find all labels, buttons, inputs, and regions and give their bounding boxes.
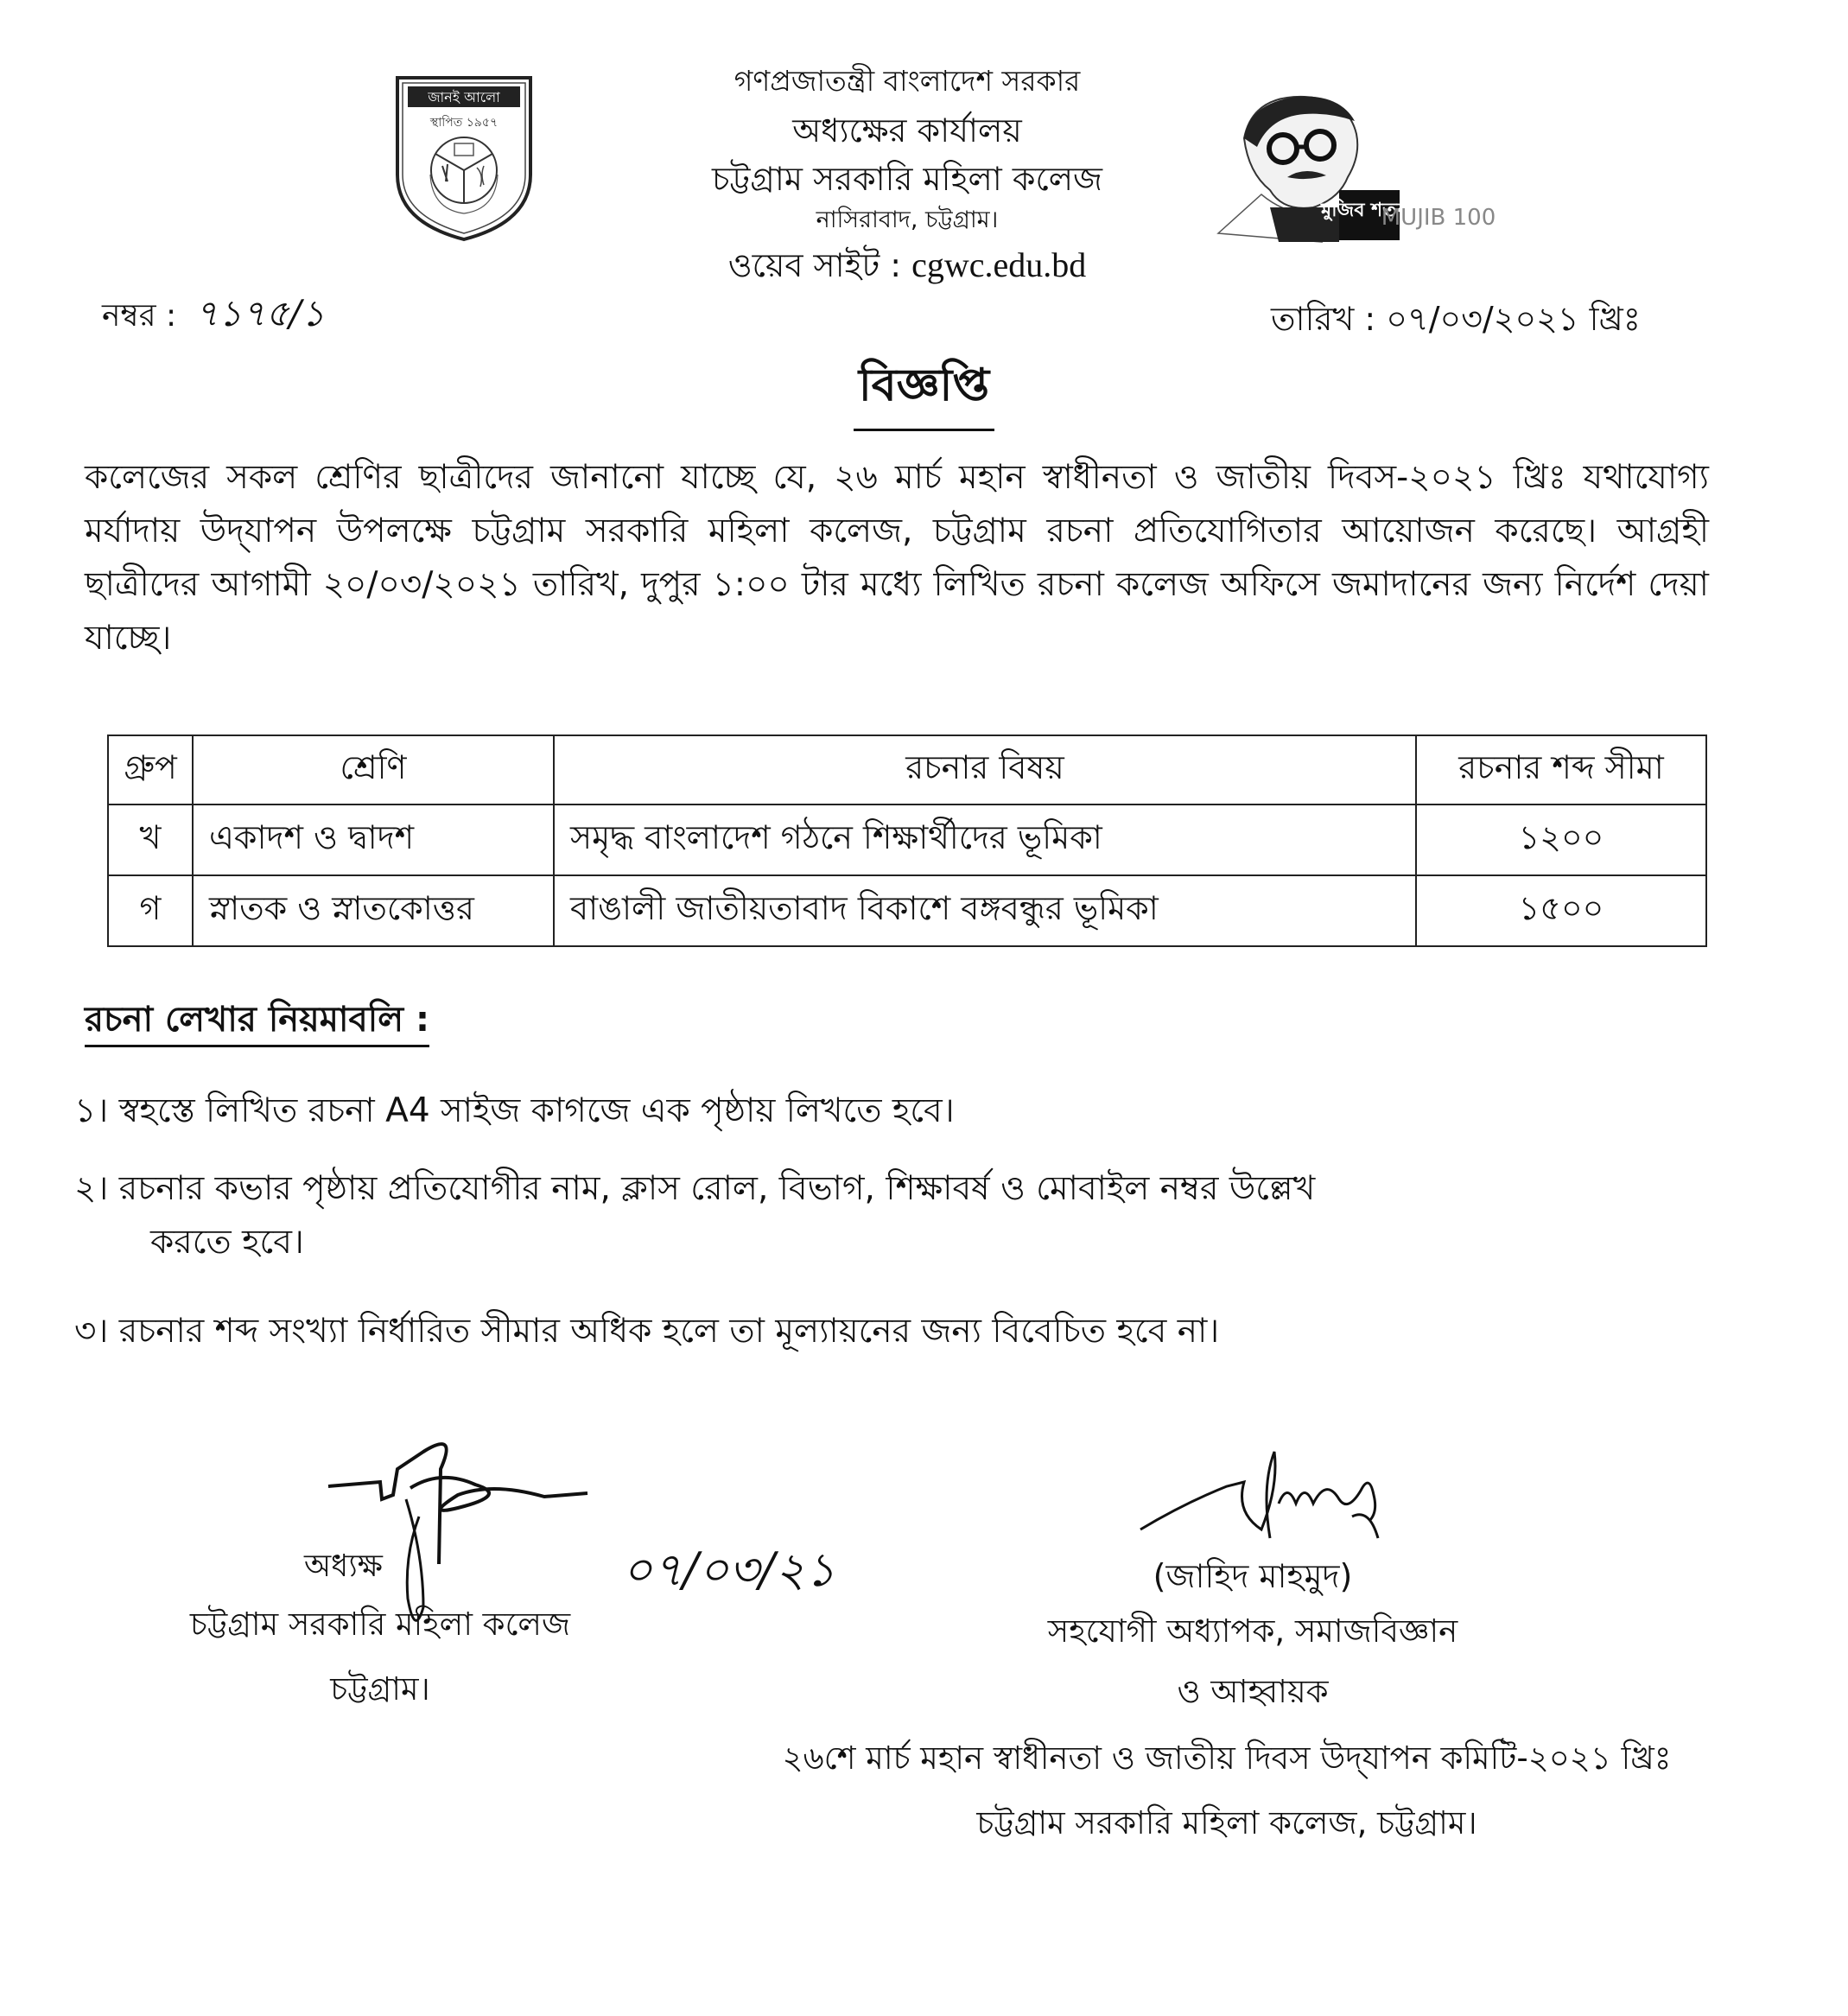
table-row bbox=[108, 875, 1706, 946]
rule-text: স্বহস্তে লিখিত রচনা A4 সাইজ কাগজে এক পৃষ্ঠায় লিখতে হবে। bbox=[118, 1091, 955, 1130]
reference-label: নম্বর : bbox=[102, 298, 177, 334]
rule-number: ১। bbox=[74, 1091, 109, 1130]
committee-name: ২৬শে মার্চ মহান স্বাধীনতা ও জাতীয় দিবস উদ্‌যাপন কমিটি-২০২১ খ্রিঃ bbox=[782, 1739, 1672, 1777]
reference-value: ৭১৭৫/১ bbox=[194, 292, 326, 334]
cell-class: স্নাতক ও স্নাতকোত্তর bbox=[193, 875, 554, 946]
principal-city: চট্টগ্রাম। bbox=[330, 1670, 430, 1708]
college-crest-logo bbox=[391, 71, 537, 244]
rule-item bbox=[74, 1305, 1629, 1358]
table-header-row bbox=[108, 735, 1706, 804]
signature-date: ০৭/০৩/২১ bbox=[622, 1542, 835, 1597]
col-header-word-limit: রচনার শব্দ সীমা bbox=[1416, 735, 1706, 804]
principal-organization: চট্টগ্রাম সরকারি মহিলা কলেজ bbox=[189, 1606, 571, 1643]
mujib-100-logo bbox=[1210, 86, 1496, 242]
cell-group: খ bbox=[108, 804, 193, 875]
rule-item bbox=[74, 1162, 1629, 1269]
mujib-logo-bn: মুজিব শতবর্ষ bbox=[1321, 200, 1418, 221]
institution-heading: চট্টগ্রাম সরকারি মহিলা কলেজ bbox=[711, 160, 1103, 198]
crest-motto: জানই আলো bbox=[428, 89, 500, 105]
col-header-group: গ্রুপ bbox=[108, 735, 193, 804]
rules-heading-wrap bbox=[85, 992, 429, 1050]
convener-position: সহযোগী অধ্যাপক, সমাজবিজ্ঞান bbox=[1047, 1612, 1458, 1650]
rule-text: রচনার শব্দ সংখ্যা নির্ধারিত সীমার অধিক হলে তা মূল্যায়নের জন্য বিবেচিত হবে না। bbox=[118, 1312, 1220, 1351]
notice-title-wrap bbox=[0, 350, 1848, 431]
website-line bbox=[605, 240, 1210, 296]
notice-body: কলেজের সকল শ্রেণির ছাত্রীদের জানানো যাচ্ছে যে, ২৬ মার্চ মহান স্বাধীনতা ও জাতীয় দিবস-২০২১ খ্রিঃ যথাযোগ্য মর্যাদায় উদ্‌যাপন উপলক্ষে চট্টগ্রাম সরকারি মহিলা কলেজ, চট্টগ্রাম রচনা প্রতিযোগিতার আয়োজন করেছে। আগ্রহী ছাত্রীদের আগামী ২০/০৩/২০২১ তারিখ, দুপুর ১:০০ টার মধ্যে লিখিত রচনা কলেজ অফিসে জমাদানের জন্য নির্দেশ দেয়া যাচ্ছে। bbox=[85, 458, 1709, 658]
cell-word-limit: ১২০০ bbox=[1416, 804, 1706, 875]
convener-signature bbox=[1132, 1434, 1426, 1564]
principal-title: অধ্যক্ষ bbox=[304, 1549, 383, 1584]
cell-subject: বাঙালী জাতীয়তাবাদ বিকাশে বঙ্গবন্ধুর ভূমিকা bbox=[554, 875, 1416, 946]
institution-address: নাসিরাবাদ, চট্টগ্রাম। bbox=[816, 207, 999, 233]
cell-subject: সমৃদ্ধ বাংলাদেশ গঠনে শিক্ষার্থীদের ভূমিকা bbox=[554, 804, 1416, 875]
col-header-subject: রচনার বিষয় bbox=[554, 735, 1416, 804]
committee-organization: চট্টগ্রাম সরকারি মহিলা কলেজ, চট্টগ্রাম। bbox=[976, 1804, 1477, 1841]
col-header-class: শ্রেণি bbox=[193, 735, 554, 804]
rule-item bbox=[74, 1084, 1629, 1138]
cell-word-limit: ১৫০০ bbox=[1416, 875, 1706, 946]
rules-heading: রচনা লেখার নিয়মাবলি : bbox=[85, 1000, 429, 1047]
reference-number bbox=[102, 285, 325, 347]
cell-group: গ bbox=[108, 875, 193, 946]
mujib-logo-en: MUJIB 100 bbox=[1381, 205, 1496, 231]
essay-topics-table bbox=[107, 735, 1707, 947]
rule-number: ৩। bbox=[74, 1312, 109, 1351]
convener-role: ও আহ্বায়ক bbox=[1177, 1673, 1329, 1710]
crest-year: স্থাপিত ১৯৫৭ bbox=[429, 116, 499, 130]
office-heading: অধ্যক্ষের কার্যালয় bbox=[792, 111, 1022, 149]
website-link[interactable]: cgwc.edu.bd bbox=[911, 245, 1087, 284]
government-heading: গণপ্রজাতন্ত্রী বাংলাদেশ সরকার bbox=[733, 64, 1081, 98]
rule-text-continuation: করতে হবে। bbox=[150, 1223, 304, 1262]
rule-text: রচনার কভার পৃষ্ঠায় প্রতিযোগীর নাম, ক্লাস রোল, বিভাগ, শিক্ষাবর্ষ ও মোবাইল নম্বর উল্লেখ bbox=[118, 1169, 1316, 1208]
notice-title: বিজ্ঞপ্তি bbox=[854, 350, 994, 431]
date-value: ০৭/০৩/২০২১ খ্রিঃ bbox=[1386, 300, 1641, 338]
notice-date bbox=[1271, 294, 1641, 349]
date-label: তারিখ : bbox=[1271, 300, 1376, 338]
table-row bbox=[108, 804, 1706, 875]
convener-name: (জাহিদ মাহমুদ) bbox=[1153, 1557, 1353, 1595]
rule-number: ২। bbox=[74, 1169, 109, 1208]
website-label: ওয়েব সাইট : bbox=[727, 246, 902, 284]
cell-class: একাদশ ও দ্বাদশ bbox=[193, 804, 554, 875]
